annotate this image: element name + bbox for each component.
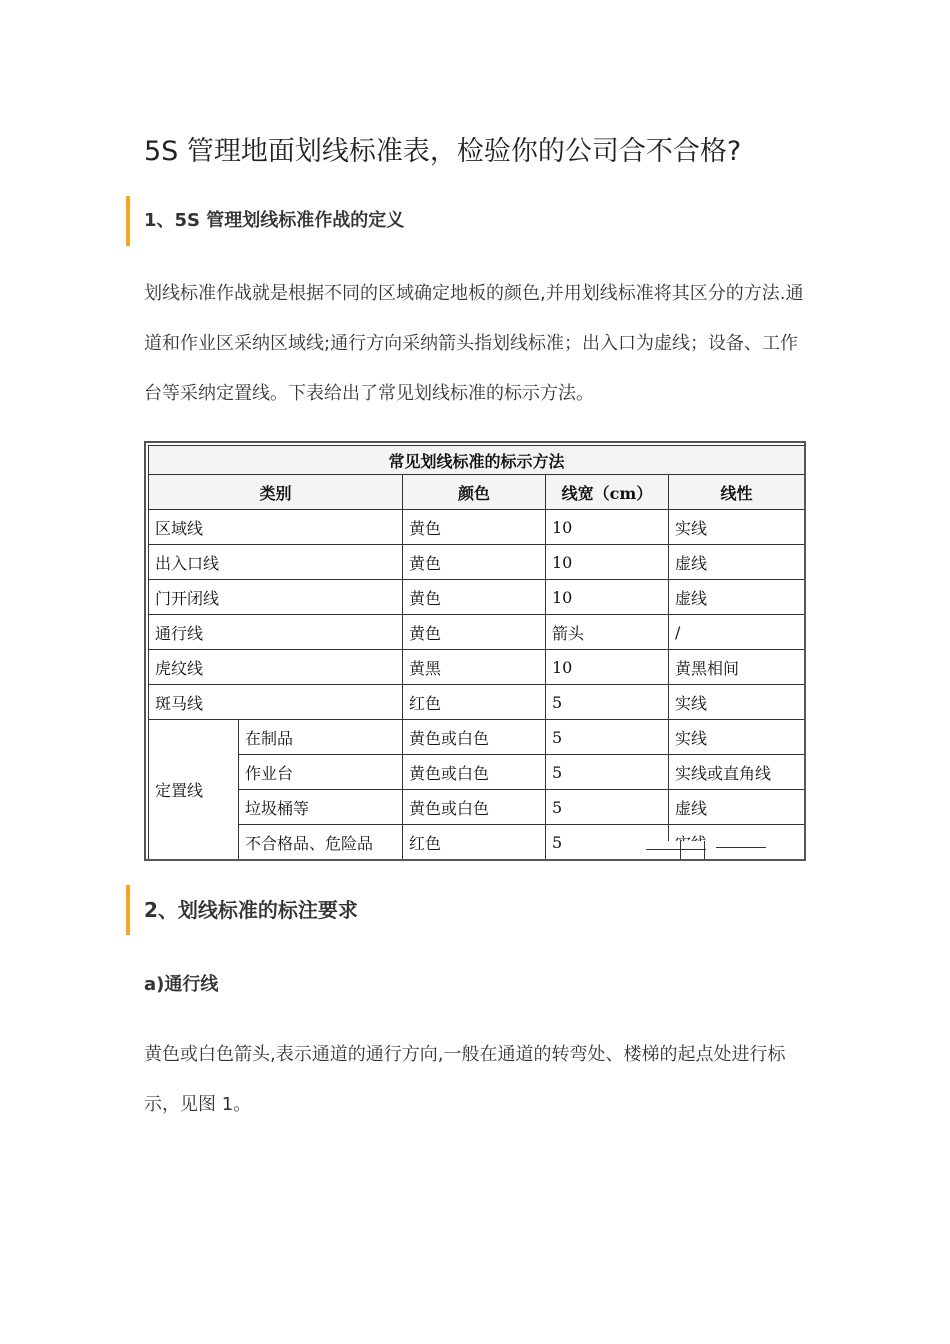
cell-group-label: 定置线 — [149, 720, 239, 860]
table-row — [149, 650, 805, 685]
cell-width: 10 — [546, 510, 669, 545]
cell-color: 黄色 — [403, 545, 546, 580]
table-caption: 常见划线标准的标示方法 — [149, 446, 805, 475]
cropped-line — [716, 847, 766, 848]
table-row — [149, 510, 805, 545]
cropped-line — [680, 841, 681, 861]
cell-category: 通行线 — [149, 615, 403, 650]
cell-type: 实线 — [669, 685, 805, 720]
cell-width: 5 — [546, 825, 669, 860]
cell-width: 10 — [546, 650, 669, 685]
cell-type: 虚线 — [669, 545, 805, 580]
section-heading-requirements — [126, 885, 820, 935]
cell-color: 黄色或白色 — [403, 755, 546, 790]
traffic-line-paragraph: 黄色或白色箭头,表示通道的通行方向,一般在通道的转弯处、楼梯的起点处进行标示，见图 1。 — [144, 1044, 786, 1115]
cell-color: 黄色 — [403, 510, 546, 545]
table-row — [149, 790, 805, 825]
cell-width: 5 — [546, 720, 669, 755]
cell-category: 斑马线 — [149, 685, 403, 720]
cell-width: 5 — [546, 685, 669, 720]
cropped-line — [704, 841, 705, 861]
table-row — [149, 685, 805, 720]
header-category: 类别 — [149, 475, 403, 510]
cell-subcategory: 不合格品、危险品 — [239, 825, 403, 860]
cell-type: 虚线 — [669, 790, 805, 825]
marking-standard-table — [148, 445, 805, 860]
cell-subcategory: 作业台 — [239, 755, 403, 790]
table-row — [149, 580, 805, 615]
section-heading-text: 1、5S 管理划线标准作战的定义 — [144, 210, 405, 231]
cell-type: 虚线 — [669, 580, 805, 615]
cell-width: 箭头 — [546, 615, 669, 650]
header-type: 线性 — [669, 475, 805, 510]
cell-type: 实线 — [669, 720, 805, 755]
cell-color: 红色 — [403, 825, 546, 860]
table-row — [149, 545, 805, 580]
cell-subcategory: 在制品 — [239, 720, 403, 755]
section-heading-text: 2、划线标准的标注要求 — [144, 898, 358, 922]
cell-type: 实线 — [669, 510, 805, 545]
cell-width: 5 — [546, 790, 669, 825]
table-row — [149, 755, 805, 790]
cell-type: 实线或直角线 — [669, 755, 805, 790]
cell-color: 黄色 — [403, 615, 546, 650]
table-row — [149, 615, 805, 650]
page-title: 5S 管理地面划线标准表，检验你的公司合不合格? — [144, 136, 742, 167]
table-row — [149, 720, 805, 755]
subheading-traffic-line: a)通行线 — [144, 974, 219, 995]
cell-color: 黄色或白色 — [403, 790, 546, 825]
cell-category: 区域线 — [149, 510, 403, 545]
header-width: 线宽（cm） — [546, 475, 669, 510]
definition-paragraph: 划线标准作战就是根据不同的区域确定地板的颜色,并用划线标准将其区分的方法.通道和作业区采纳区域线;通行方向采纳箭头指划线标准；出入口为虚线；设备、工作台等采纳定置线。下表给出了常见划线标准的标示方法。 — [144, 283, 804, 404]
cell-color: 黄色 — [403, 580, 546, 615]
table-header-row — [149, 475, 805, 510]
cell-subcategory: 垃圾桶等 — [239, 790, 403, 825]
cell-width: 10 — [546, 545, 669, 580]
image-cropped-edge — [606, 841, 806, 861]
header-color: 颜色 — [403, 475, 546, 510]
cell-type: 黄黑相间 — [669, 650, 805, 685]
cell-category: 出入口线 — [149, 545, 403, 580]
section-heading-definition — [126, 196, 820, 246]
cell-category: 虎纹线 — [149, 650, 403, 685]
cell-category: 门开闭线 — [149, 580, 403, 615]
cell-width: 10 — [546, 580, 669, 615]
cell-color: 黄色或白色 — [403, 720, 546, 755]
cell-color: 黄黑 — [403, 650, 546, 685]
cell-type: / — [669, 615, 805, 650]
cell-width: 5 — [546, 755, 669, 790]
marking-standard-table-image — [144, 441, 806, 861]
cropped-line — [646, 849, 706, 850]
cell-color: 红色 — [403, 685, 546, 720]
